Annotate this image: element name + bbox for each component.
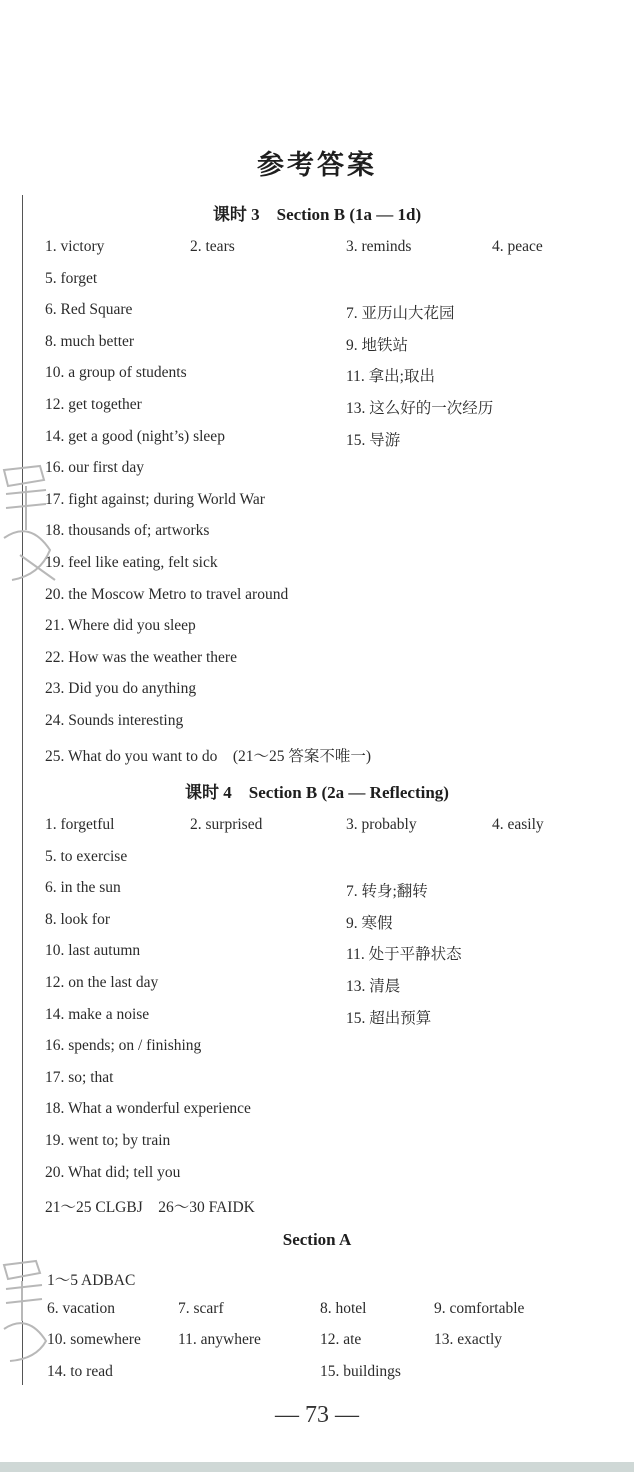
answer-row (0, 1069, 634, 1093)
answer-item: 9. 地铁站 (346, 336, 409, 354)
answer-item: 4. peace (492, 238, 543, 255)
answer-item: 14. make a noise (45, 1005, 150, 1023)
answer-row (0, 911, 634, 935)
answer-row (0, 1037, 634, 1061)
answer-item: 13. 清晨 (346, 978, 401, 995)
answer-item: 9. 寒假 (346, 914, 393, 932)
answer-row (0, 459, 634, 483)
answer-item: 6. in the sun (45, 879, 121, 897)
answer-item: 19. feel like eating, felt sick (45, 554, 218, 571)
answer-item: 14. to read (47, 1362, 113, 1380)
answer-item: 2. tears (190, 238, 235, 255)
answer-item: 8. much better (45, 332, 135, 350)
answer-row (0, 879, 634, 903)
answer-item: 13. 这么好的一次经历 (346, 400, 494, 417)
answer-item: 10. somewhere (47, 1331, 141, 1349)
answer-item: 7. 转身;翻转 (346, 883, 428, 901)
answer-row (0, 270, 634, 294)
answer-item: 24. Sounds interesting (45, 712, 184, 729)
answer-item: 20. the Moscow Metro to travel around (45, 585, 289, 603)
answer-item: 2. surprised (190, 816, 263, 833)
answer-item: 12. ate (320, 1331, 362, 1349)
answer-row (0, 491, 634, 515)
section-heading: 课时 4 Section B (2a — Reflecting) (185, 783, 449, 802)
answer-item: 16. our first day (45, 459, 145, 477)
answer-item: 10. a group of students (45, 364, 187, 382)
answer-item: 4. easily (492, 816, 544, 833)
answer-item: 15. buildings (320, 1362, 401, 1380)
answer-row (0, 1100, 634, 1124)
answer-row (0, 680, 634, 704)
page-number: — 73 — (275, 1402, 359, 1428)
answer-item: 21. Where did you sleep (45, 617, 196, 635)
answer-item: 11. 拿出;取出 (346, 368, 435, 386)
answer-row (0, 1164, 634, 1188)
answer-item: 17. so; that (45, 1068, 114, 1086)
answer-item: 22. How was the weather there (45, 648, 237, 666)
answer-row (0, 816, 634, 840)
answer-row (0, 1006, 634, 1030)
answer-row (0, 1331, 634, 1355)
answer-row (0, 554, 634, 578)
answer-row (0, 1195, 634, 1219)
answer-item: 5. forget (45, 269, 98, 287)
answer-item: 3. reminds (346, 238, 412, 255)
answer-row (0, 364, 634, 388)
answer-row (0, 1300, 634, 1324)
answer-item: 6. Red Square (45, 301, 133, 319)
answer-row (0, 301, 634, 325)
answer-item: 23. Did you do anything (45, 680, 197, 698)
answer-row (0, 744, 634, 768)
answer-item: 18. thousands of; artworks (45, 522, 210, 540)
answer-item: 15. 超出预算 (346, 1009, 432, 1027)
answer-item: 3. probably (346, 816, 417, 833)
bottom-edge-strip (0, 1462, 634, 1472)
answer-row (0, 428, 634, 452)
answer-item: 18. What a wonderful experience (45, 1100, 251, 1118)
answer-row (0, 522, 634, 546)
answer-item: 1～5 ADBAC (47, 1272, 136, 1289)
answer-item: 9. comfortable (434, 1299, 525, 1317)
answer-row (0, 1363, 634, 1387)
answer-row (0, 1268, 634, 1292)
answer-item: 11. anywhere (178, 1331, 261, 1349)
answer-row (0, 586, 634, 610)
answer-item: 10. last autumn (45, 942, 141, 960)
answer-row (0, 333, 634, 357)
answer-item: 7. scarf (178, 1299, 224, 1317)
answer-item: 7. 亚历山大花园 (346, 305, 455, 323)
answer-item: 20. What did; tell you (45, 1163, 181, 1181)
answer-row (0, 1132, 634, 1156)
answer-item: 16. spends; on / finishing (45, 1037, 202, 1055)
answer-row (0, 712, 634, 736)
answer-item: 17. fight against; during World War (45, 490, 265, 508)
answer-item: 12. on the last day (45, 974, 159, 991)
answer-row (0, 649, 634, 673)
answer-row (0, 396, 634, 420)
answer-item: 8. hotel (320, 1299, 367, 1317)
answer-row (0, 848, 634, 872)
answer-item: 1. victory (45, 238, 105, 255)
answer-item: 11. 处于平静状态 (346, 946, 462, 964)
answer-item: 5. to exercise (45, 847, 128, 865)
answer-item: 13. exactly (434, 1331, 503, 1349)
answer-item: 21～25 CLGBJ 26～30 FAIDK (45, 1199, 255, 1217)
answer-item: 1. forgetful (45, 816, 115, 833)
answer-item: 14. get a good (night’s) sleep (45, 427, 225, 445)
answer-item: 12. get together (45, 396, 142, 413)
section-heading: 课时 3 Section B (1a — 1d) (212, 205, 422, 224)
answer-item: 6. vacation (47, 1299, 116, 1317)
page-title: 参考答案 (257, 150, 377, 181)
answer-row (0, 617, 634, 641)
answer-item: 25. What do you want to do (21～25 答案不唯一) (45, 747, 372, 765)
answer-item: 8. look for (45, 910, 111, 928)
answer-item: 15. 导游 (346, 431, 401, 449)
answer-item: 19. went to; by train (45, 1132, 171, 1149)
section-heading: Section A (282, 1230, 352, 1249)
answer-row (0, 974, 634, 998)
answer-row (0, 942, 634, 966)
answer-row (0, 238, 634, 262)
